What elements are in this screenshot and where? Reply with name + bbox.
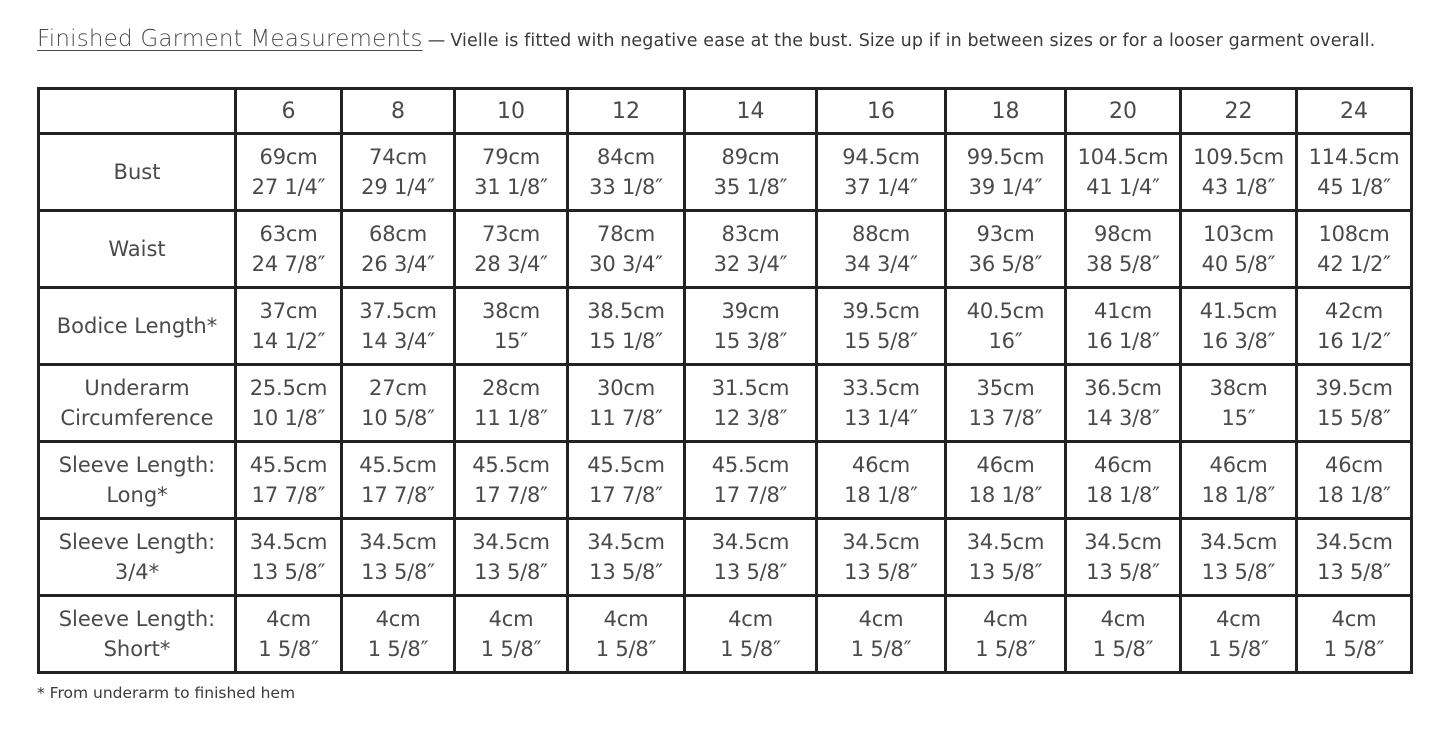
measurement-cell — [568, 596, 685, 673]
value-cm: 41cm — [1094, 299, 1152, 323]
value-inches: 18 1/8″ — [844, 483, 918, 507]
measurement-cell — [1297, 519, 1412, 596]
value-cm: 46cm — [1094, 453, 1152, 477]
measurement-cell — [342, 519, 455, 596]
measurement-cell — [1297, 596, 1412, 673]
value-inches: 38 5/8″ — [1086, 252, 1160, 276]
measurement-cell — [455, 442, 568, 519]
size-header: 18 — [946, 89, 1066, 134]
measurement-cell — [685, 442, 817, 519]
measurement-cell — [946, 211, 1066, 288]
row-label — [39, 596, 236, 673]
size-header: 16 — [817, 89, 946, 134]
table-row — [39, 288, 1412, 365]
value-inches: 34 3/4″ — [844, 252, 918, 276]
row-label — [39, 211, 236, 288]
measurement-cell — [1181, 442, 1297, 519]
measurement-cell — [946, 365, 1066, 442]
value-cm: 34.5cm — [1199, 530, 1278, 554]
value-inches: 13 5/8″ — [713, 560, 788, 584]
measurement-cell — [1181, 596, 1297, 673]
measurement-cell — [236, 365, 342, 442]
value-inches: 41 1/4″ — [1086, 175, 1160, 199]
value-inches: 1 5/8″ — [1323, 637, 1385, 661]
row-label-line: 3/4* — [114, 560, 160, 584]
value-cm: 4cm — [1331, 607, 1377, 631]
value-inches: 36 5/8″ — [968, 252, 1043, 276]
value-cm: 79cm — [482, 145, 540, 169]
row-label-line: Sleeve Length: — [58, 453, 216, 477]
measurement-cell — [946, 442, 1066, 519]
value-inches: 42 1/2″ — [1317, 252, 1391, 276]
value-cm: 37.5cm — [359, 299, 437, 323]
value-cm: 88cm — [852, 222, 910, 246]
value-inches: 18 1/8″ — [968, 483, 1043, 507]
value-inches: 17 7/8″ — [251, 483, 326, 507]
value-inches: 37 1/4″ — [844, 175, 918, 199]
size-header-row — [39, 89, 1412, 134]
value-cm: 83cm — [721, 222, 780, 246]
value-cm: 34.5cm — [711, 530, 790, 554]
value-cm: 45.5cm — [711, 453, 790, 477]
value-cm: 89cm — [721, 145, 780, 169]
value-cm: 35cm — [976, 376, 1035, 400]
value-inches: 17 7/8″ — [361, 483, 435, 507]
value-inches: 13 5/8″ — [361, 560, 435, 584]
value-cm: 34.5cm — [249, 530, 328, 554]
value-inches: 15 5/8″ — [1317, 406, 1391, 430]
value-inches: 35 1/8″ — [713, 175, 788, 199]
measurement-cell — [568, 288, 685, 365]
value-cm: 46cm — [852, 453, 910, 477]
value-cm: 94.5cm — [842, 145, 920, 169]
table-row — [39, 365, 1412, 442]
value-cm: 98cm — [1094, 222, 1152, 246]
row-label-line: Circumference — [60, 406, 214, 430]
footnote: * From underarm to finished hem — [37, 684, 296, 702]
value-inches: 18 1/8″ — [1086, 483, 1160, 507]
page-title: Finished Garment Measurements — [37, 26, 423, 52]
measurement-cell — [817, 288, 946, 365]
value-cm: 28cm — [482, 376, 540, 400]
measurement-cell — [236, 596, 342, 673]
measurement-cell — [685, 596, 817, 673]
measurement-cell — [1297, 288, 1412, 365]
value-inches: 40 5/8″ — [1201, 252, 1276, 276]
measurement-cell — [342, 365, 455, 442]
measurement-cell — [342, 134, 455, 211]
measurement-cell — [236, 211, 342, 288]
measurement-cell — [236, 442, 342, 519]
measurement-cell — [1181, 134, 1297, 211]
row-label-line: Underarm — [84, 376, 190, 400]
measurement-cell — [1066, 442, 1181, 519]
value-cm: 38cm — [482, 299, 540, 323]
size-header: 22 — [1181, 89, 1297, 134]
value-inches: 13 5/8″ — [251, 560, 326, 584]
measurement-cell — [1181, 211, 1297, 288]
measurement-cell — [685, 134, 817, 211]
measurement-cell — [455, 211, 568, 288]
measurement-cell — [1066, 596, 1181, 673]
value-cm: 34.5cm — [472, 530, 550, 554]
measurement-cell — [568, 442, 685, 519]
measurement-cell — [342, 596, 455, 673]
measurement-cell — [342, 442, 455, 519]
value-cm: 73cm — [482, 222, 540, 246]
corner-cell — [39, 89, 236, 134]
measurements-body — [39, 134, 1412, 673]
value-cm: 46cm — [1325, 453, 1383, 477]
value-inches: 16 1/8″ — [1086, 329, 1160, 353]
measurement-cell — [685, 519, 817, 596]
value-cm: 30cm — [597, 376, 655, 400]
page-header — [37, 26, 1417, 54]
value-inches: 1 5/8″ — [595, 637, 657, 661]
value-inches: 13 5/8″ — [589, 560, 663, 584]
measurement-cell — [817, 596, 946, 673]
fit-note: Vielle is fitted with negative ease at the bust. Size up if in between sizes or for a looser garment overall. — [450, 31, 1376, 51]
value-cm: 34.5cm — [1315, 530, 1393, 554]
value-inches: 29 1/4″ — [361, 175, 435, 199]
size-header: 12 — [568, 89, 685, 134]
size-header: 6 — [236, 89, 342, 134]
value-inches: 15″ — [494, 329, 528, 353]
value-cm: 84cm — [597, 145, 655, 169]
value-inches: 14 3/4″ — [361, 329, 435, 353]
value-inches: 1 5/8″ — [975, 637, 1036, 661]
value-cm: 68cm — [369, 222, 427, 246]
row-label — [39, 134, 236, 211]
measurement-cell — [455, 134, 568, 211]
value-cm: 42cm — [1325, 299, 1383, 323]
value-inches: 27 1/4″ — [251, 175, 326, 199]
value-cm: 46cm — [1209, 453, 1268, 477]
measurement-cell — [455, 596, 568, 673]
value-inches: 10 5/8″ — [361, 406, 435, 430]
row-label — [39, 442, 236, 519]
value-inches: 10 1/8″ — [251, 406, 326, 430]
table-row — [39, 211, 1412, 288]
value-cm: 4cm — [858, 607, 904, 631]
value-inches: 33 1/8″ — [589, 175, 663, 199]
measurement-cell — [946, 288, 1066, 365]
measurement-cell — [817, 365, 946, 442]
measurement-cell — [817, 134, 946, 211]
value-inches: 1 5/8″ — [367, 637, 429, 661]
value-cm: 4cm — [728, 607, 773, 631]
value-inches: 18 1/8″ — [1201, 483, 1276, 507]
value-inches: 24 7/8″ — [251, 252, 326, 276]
measurement-cell — [1066, 519, 1181, 596]
size-header: 20 — [1066, 89, 1181, 134]
measurement-cell — [946, 134, 1066, 211]
value-inches: 12 3/8″ — [713, 406, 788, 430]
table-row — [39, 596, 1412, 673]
measurement-cell — [946, 596, 1066, 673]
value-inches: 15 3/8″ — [713, 329, 788, 353]
row-label-line: Waist — [108, 237, 166, 261]
measurement-cell — [342, 211, 455, 288]
value-inches: 15 1/8″ — [589, 329, 663, 353]
value-cm: 39.5cm — [842, 299, 920, 323]
row-label-line: Short* — [103, 637, 171, 661]
value-inches: 11 1/8″ — [474, 406, 548, 430]
value-cm: 33.5cm — [842, 376, 920, 400]
value-inches: 17 7/8″ — [589, 483, 663, 507]
row-label — [39, 519, 236, 596]
value-inches: 16″ — [988, 329, 1023, 353]
measurement-cell — [1181, 288, 1297, 365]
value-cm: 93cm — [976, 222, 1035, 246]
measurement-cell — [817, 519, 946, 596]
value-inches: 15″ — [1221, 406, 1256, 430]
value-cm: 4cm — [603, 607, 649, 631]
measurement-cell — [1181, 519, 1297, 596]
value-cm: 104.5cm — [1077, 145, 1169, 169]
measurements-table — [37, 87, 1413, 674]
measurement-cell — [685, 288, 817, 365]
measurement-cell — [1181, 365, 1297, 442]
value-inches: 1 5/8″ — [480, 637, 542, 661]
title-dash: — — [427, 31, 446, 51]
table-row — [39, 442, 1412, 519]
value-cm: 45.5cm — [249, 453, 328, 477]
row-label-line: Sleeve Length: — [58, 607, 216, 631]
row-label-line: Bodice Length* — [56, 314, 218, 338]
value-cm: 41.5cm — [1199, 299, 1278, 323]
value-cm: 114.5cm — [1308, 145, 1400, 169]
value-inches: 13 5/8″ — [474, 560, 548, 584]
measurement-cell — [1297, 211, 1412, 288]
value-inches: 13 5/8″ — [1201, 560, 1276, 584]
value-cm: 39.5cm — [1315, 376, 1393, 400]
value-cm: 34.5cm — [1084, 530, 1162, 554]
value-cm: 34.5cm — [587, 530, 665, 554]
measurement-cell — [1066, 134, 1181, 211]
size-header: 10 — [455, 89, 568, 134]
row-label-line: Bust — [113, 160, 161, 184]
value-inches: 1 5/8″ — [258, 637, 319, 661]
value-cm: 31.5cm — [711, 376, 790, 400]
value-cm: 4cm — [1100, 607, 1146, 631]
measurement-cell — [1066, 211, 1181, 288]
value-cm: 69cm — [259, 145, 318, 169]
value-cm: 4cm — [266, 607, 311, 631]
value-inches: 13 7/8″ — [968, 406, 1043, 430]
value-cm: 46cm — [976, 453, 1035, 477]
value-inches: 11 7/8″ — [589, 406, 663, 430]
value-cm: 40.5cm — [966, 299, 1045, 323]
value-inches: 13 5/8″ — [968, 560, 1043, 584]
value-cm: 4cm — [983, 607, 1028, 631]
value-cm: 34.5cm — [359, 530, 437, 554]
value-cm: 78cm — [597, 222, 655, 246]
value-cm: 45.5cm — [359, 453, 437, 477]
measurement-cell — [685, 365, 817, 442]
value-cm: 4cm — [488, 607, 534, 631]
value-cm: 34.5cm — [966, 530, 1045, 554]
value-inches: 39 1/4″ — [968, 175, 1043, 199]
row-label-line: Long* — [106, 483, 168, 507]
measurement-cell — [236, 519, 342, 596]
value-cm: 45.5cm — [472, 453, 550, 477]
value-cm: 4cm — [1216, 607, 1261, 631]
value-cm: 27cm — [369, 376, 427, 400]
table-row — [39, 134, 1412, 211]
value-inches: 1 5/8″ — [1092, 637, 1154, 661]
measurement-cell — [1066, 288, 1181, 365]
value-inches: 28 3/4″ — [474, 252, 548, 276]
value-inches: 13 5/8″ — [844, 560, 918, 584]
value-cm: 36.5cm — [1084, 376, 1162, 400]
measurement-cell — [946, 519, 1066, 596]
value-inches: 26 3/4″ — [361, 252, 435, 276]
value-inches: 16 3/8″ — [1201, 329, 1276, 353]
measurement-cell — [236, 134, 342, 211]
measurement-cell — [455, 365, 568, 442]
measurement-cell — [1297, 442, 1412, 519]
value-cm: 37cm — [259, 299, 318, 323]
value-cm: 99.5cm — [966, 145, 1045, 169]
value-inches: 1 5/8″ — [1208, 637, 1269, 661]
measurement-cell — [236, 288, 342, 365]
value-inches: 13 1/4″ — [844, 406, 918, 430]
value-inches: 13 5/8″ — [1086, 560, 1160, 584]
value-inches: 1 5/8″ — [850, 637, 912, 661]
value-cm: 74cm — [369, 145, 427, 169]
value-inches: 14 1/2″ — [251, 329, 326, 353]
measurement-cell — [568, 134, 685, 211]
value-cm: 34.5cm — [842, 530, 920, 554]
value-cm: 25.5cm — [249, 376, 328, 400]
value-inches: 31 1/8″ — [474, 175, 548, 199]
value-inches: 13 5/8″ — [1317, 560, 1391, 584]
value-cm: 45.5cm — [587, 453, 665, 477]
measurement-cell — [342, 288, 455, 365]
value-inches: 1 5/8″ — [720, 637, 781, 661]
value-cm: 109.5cm — [1193, 145, 1284, 169]
row-label-line: Sleeve Length: — [58, 530, 216, 554]
measurement-cell — [1297, 134, 1412, 211]
measurement-cell — [1297, 365, 1412, 442]
size-header: 8 — [342, 89, 455, 134]
value-cm: 38cm — [1209, 376, 1268, 400]
value-inches: 14 3/8″ — [1086, 406, 1160, 430]
value-cm: 4cm — [375, 607, 421, 631]
measurement-cell — [455, 288, 568, 365]
measurement-cell — [817, 442, 946, 519]
table-row — [39, 519, 1412, 596]
value-inches: 18 1/8″ — [1317, 483, 1391, 507]
size-header: 14 — [685, 89, 817, 134]
value-inches: 16 1/2″ — [1317, 329, 1391, 353]
measurement-cell — [1066, 365, 1181, 442]
measurement-cell — [568, 365, 685, 442]
value-inches: 15 5/8″ — [844, 329, 918, 353]
value-inches: 32 3/4″ — [713, 252, 788, 276]
value-inches: 17 7/8″ — [713, 483, 788, 507]
value-cm: 63cm — [259, 222, 318, 246]
value-inches: 30 3/4″ — [589, 252, 663, 276]
size-header: 24 — [1297, 89, 1412, 134]
value-cm: 103cm — [1202, 222, 1275, 246]
value-cm: 38.5cm — [587, 299, 665, 323]
measurement-cell — [455, 519, 568, 596]
measurement-cell — [685, 211, 817, 288]
measurement-cell — [568, 519, 685, 596]
measurement-cell — [568, 211, 685, 288]
row-label — [39, 288, 236, 365]
row-label — [39, 365, 236, 442]
value-cm: 108cm — [1318, 222, 1390, 246]
value-inches: 43 1/8″ — [1201, 175, 1276, 199]
value-cm: 39cm — [721, 299, 780, 323]
value-inches: 45 1/8″ — [1317, 175, 1391, 199]
measurement-cell — [817, 211, 946, 288]
value-inches: 17 7/8″ — [474, 483, 548, 507]
